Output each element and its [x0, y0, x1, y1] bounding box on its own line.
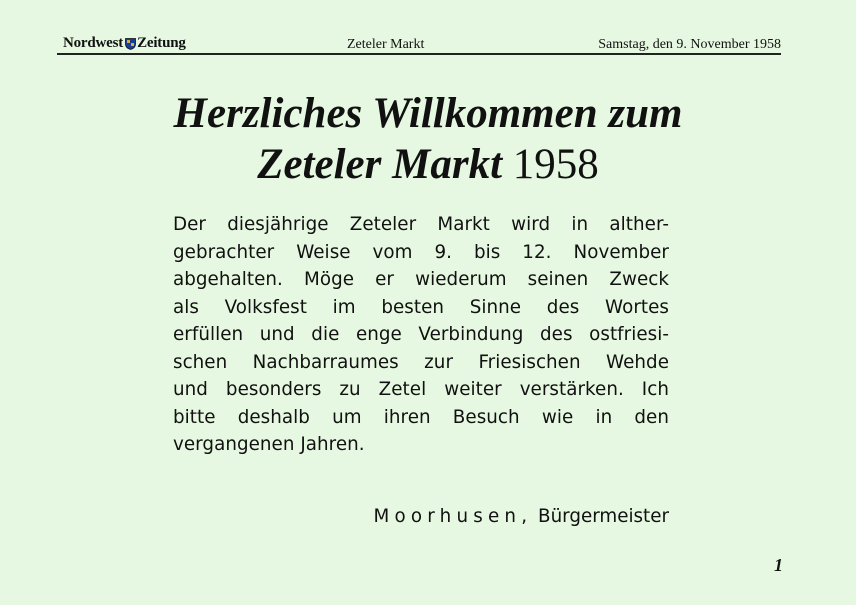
page-number: 1	[774, 555, 783, 575]
article-body	[173, 211, 669, 459]
crest-icon	[125, 38, 136, 50]
masthead-nordwest: Nordwest	[63, 35, 124, 51]
newspaper-masthead	[63, 35, 186, 52]
section-title: Zeteler Markt	[347, 37, 425, 52]
headline-line-2-text: Zeteler Markt	[257, 141, 503, 188]
body-line: gebrachter Weise vom 9. bis 12. November	[173, 241, 669, 263]
issue-date: Samstag, den 9. November 1958	[598, 37, 781, 52]
headline-line-2	[0, 139, 856, 190]
body-line: schen Nachbarraumes zur Friesischen Wehde	[173, 351, 669, 373]
body-line: als Volksfest im besten Sinne des Wortes	[173, 296, 669, 318]
masthead-zeitung: Zeitung	[137, 35, 186, 51]
headline-year: 1958	[512, 141, 599, 188]
body-line: Der diesjährige Zeteler Markt wird in alther-	[173, 214, 669, 235]
body-line: erfüllen und die enge Verbindung des ostfriesi-	[173, 324, 669, 345]
page-header	[57, 33, 781, 55]
body-line: abgehalten. Möge er wiederum seinen Zweck	[173, 269, 669, 290]
article-headline	[0, 88, 856, 190]
body-line: und besonders zu Zetel weiter verstärken. Ich	[173, 379, 669, 400]
body-line: vergangenen Jahren.	[173, 434, 365, 455]
signature-name: Moorhusen,	[373, 506, 533, 527]
body-line: bitte deshalb um ihren Besuch wie in den	[173, 406, 669, 428]
headline-line-1: Herzliches Willkommen zum	[173, 90, 683, 137]
article-signature	[374, 503, 669, 530]
signature-title: Bürgermeister	[538, 506, 669, 527]
